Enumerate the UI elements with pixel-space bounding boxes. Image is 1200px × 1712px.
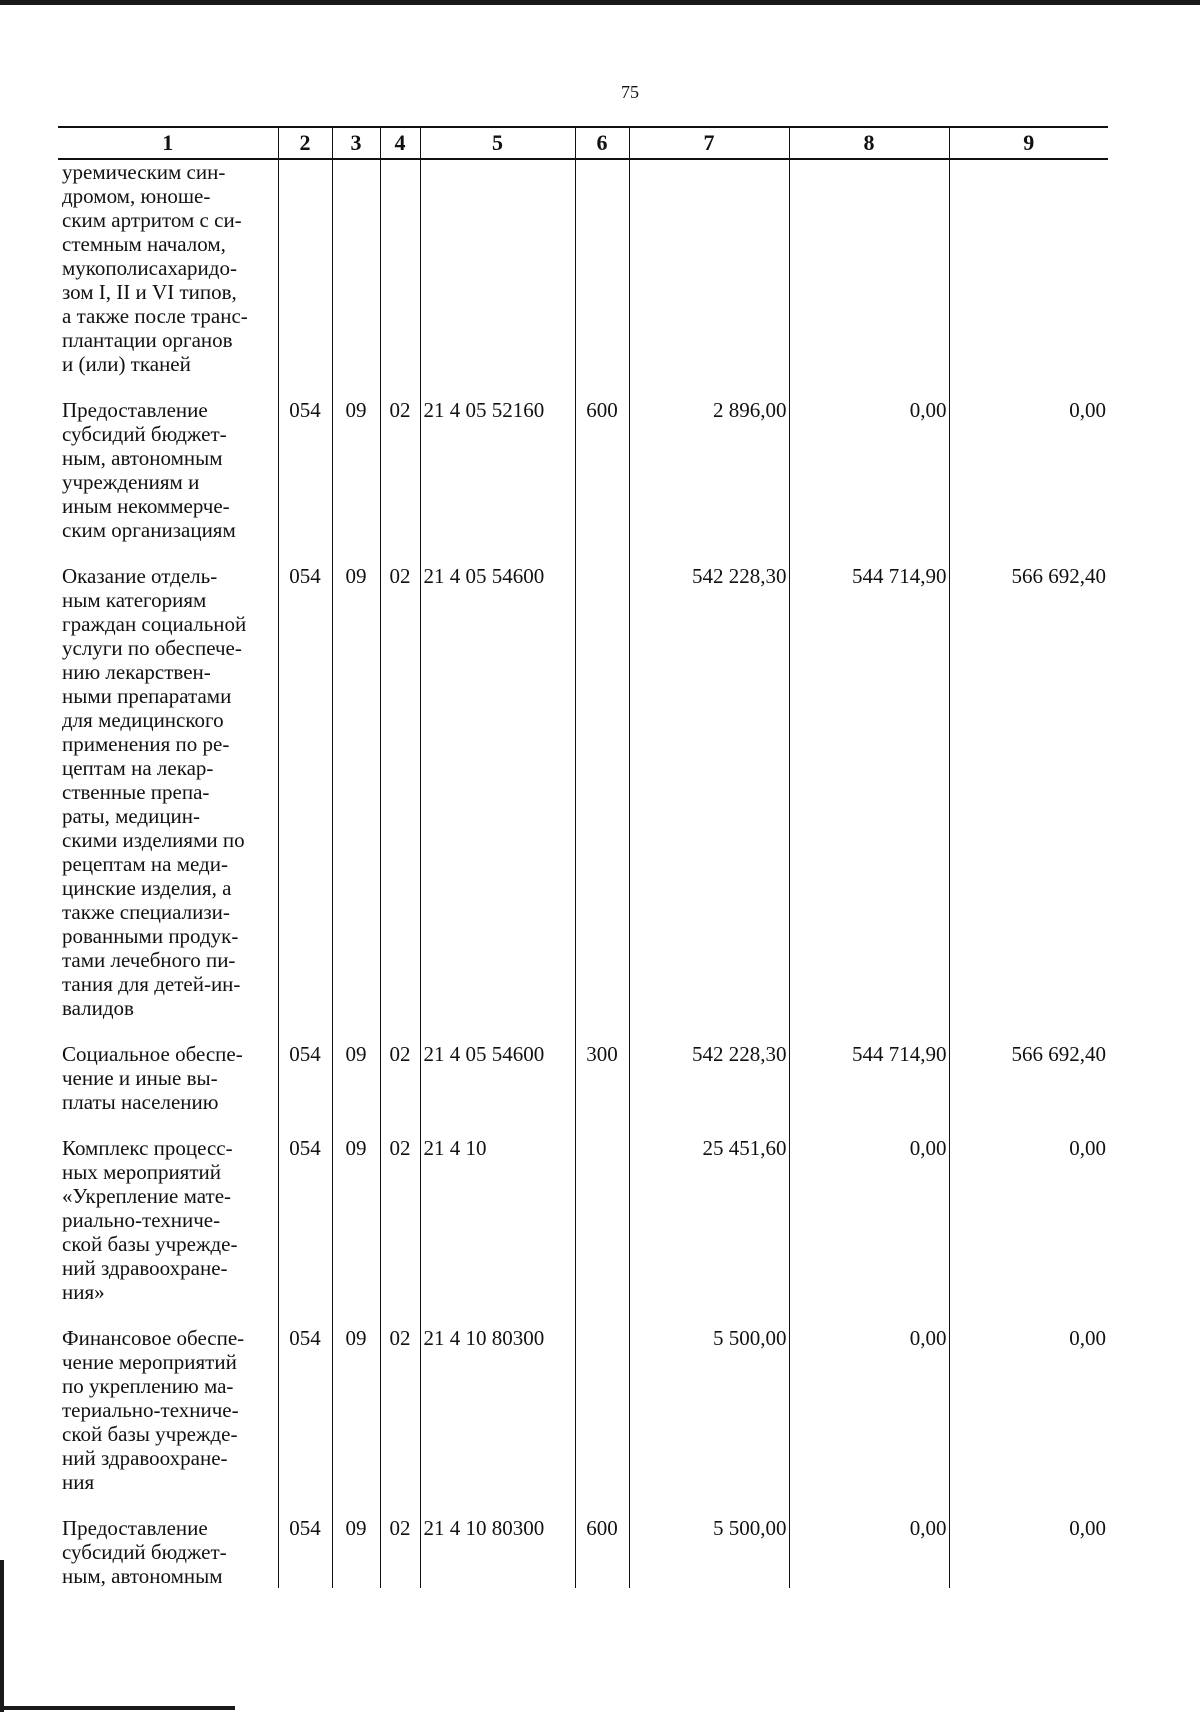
- spacer-cell: [380, 542, 420, 564]
- scan-edge-left: [0, 1560, 4, 1712]
- description-line: Предоставление: [62, 398, 208, 422]
- spacer-cell: [58, 1494, 278, 1516]
- spacer-cell: [380, 376, 420, 398]
- description-line: тами лечебного пи-: [62, 948, 236, 972]
- cell-expense-type: [575, 159, 629, 376]
- spacer-cell: [789, 1114, 949, 1136]
- cell-description: [58, 564, 278, 1020]
- description-line: ным категориям: [62, 588, 207, 612]
- description-line: цинские изделия, а: [62, 876, 232, 900]
- spacer-cell: [278, 1114, 332, 1136]
- description-line: риально-техниче-: [62, 1208, 221, 1232]
- description-line: ным, автономным: [62, 1564, 223, 1588]
- cell-amount-col7: 5 500,00: [629, 1326, 789, 1494]
- spacer-cell: [58, 1020, 278, 1042]
- description-line: ния»: [62, 1280, 105, 1304]
- header-col-1: 1: [58, 127, 278, 159]
- cell-target-article: 21 4 10: [420, 1136, 575, 1304]
- spacer-cell: [949, 1020, 1108, 1042]
- row-spacer: [58, 1304, 1108, 1326]
- description-line: ственные препа-: [62, 780, 210, 804]
- description-line: Оказание отдель-: [62, 564, 218, 588]
- header-col-9: 9: [949, 127, 1108, 159]
- cell-target-article: [420, 159, 575, 376]
- description-line: иным некоммерче-: [62, 494, 230, 518]
- description-line: по укреплению ма-: [62, 1374, 234, 1398]
- spacer-cell: [789, 376, 949, 398]
- description-line: нию лекарствен-: [62, 660, 211, 684]
- spacer-cell: [332, 1494, 380, 1516]
- spacer-cell: [420, 1020, 575, 1042]
- cell-ministry-code: 054: [278, 1516, 332, 1588]
- spacer-cell: [949, 376, 1108, 398]
- spacer-cell: [575, 1020, 629, 1042]
- spacer-cell: [380, 1020, 420, 1042]
- cell-subsection: 02: [380, 1136, 420, 1304]
- description-line: платы населению: [62, 1090, 219, 1114]
- description-line: ний здравоохране-: [62, 1446, 228, 1470]
- cell-description: [58, 159, 278, 376]
- cell-section: [332, 159, 380, 376]
- header-col-4: 4: [380, 127, 420, 159]
- description-line: также специализи-: [62, 900, 230, 924]
- row-spacer: [58, 1494, 1108, 1516]
- cell-ministry-code: [278, 159, 332, 376]
- description-line: ным, автономным: [62, 446, 223, 470]
- description-line: стемным началом,: [62, 232, 226, 256]
- cell-section: 09: [332, 1136, 380, 1304]
- cell-amount-col7: 2 896,00: [629, 398, 789, 542]
- spacer-cell: [629, 376, 789, 398]
- spacer-cell: [629, 542, 789, 564]
- table-row: [58, 1042, 1108, 1114]
- table-row: [58, 564, 1108, 1020]
- spacer-cell: [949, 1494, 1108, 1516]
- cell-expense-type: [575, 564, 629, 1020]
- spacer-cell: [629, 1304, 789, 1326]
- budget-table: [58, 126, 1108, 1588]
- cell-subsection: 02: [380, 1516, 420, 1588]
- description-line: ных мероприятий: [62, 1160, 221, 1184]
- cell-ministry-code: 054: [278, 564, 332, 1020]
- description-line: ния: [62, 1470, 95, 1494]
- cell-amount-col8: 544 714,90: [789, 564, 949, 1020]
- spacer-cell: [332, 376, 380, 398]
- cell-ministry-code: 054: [278, 1136, 332, 1304]
- table-row: [58, 1516, 1108, 1588]
- spacer-cell: [278, 1304, 332, 1326]
- cell-amount-col9: 566 692,40: [949, 1042, 1108, 1114]
- spacer-cell: [575, 376, 629, 398]
- spacer-cell: [789, 1020, 949, 1042]
- spacer-cell: [575, 542, 629, 564]
- cell-description: [58, 1516, 278, 1588]
- cell-section: 09: [332, 564, 380, 1020]
- table-body: [58, 159, 1108, 1588]
- cell-target-article: 21 4 10 80300: [420, 1326, 575, 1494]
- header-col-5: 5: [420, 127, 575, 159]
- cell-amount-col7: [629, 159, 789, 376]
- spacer-cell: [380, 1114, 420, 1136]
- header-col-2: 2: [278, 127, 332, 159]
- spacer-cell: [278, 1494, 332, 1516]
- description-line: Социальное обеспе-: [62, 1042, 243, 1066]
- description-line: субсидий бюджет-: [62, 1540, 227, 1564]
- description-line: применения по ре-: [62, 732, 230, 756]
- spacer-cell: [332, 1020, 380, 1042]
- cell-amount-col8: 0,00: [789, 398, 949, 542]
- header-col-7: 7: [629, 127, 789, 159]
- cell-amount-col9: 0,00: [949, 1516, 1108, 1588]
- cell-expense-type: 600: [575, 398, 629, 542]
- description-line: зом I, II и VI типов,: [62, 280, 237, 304]
- cell-amount-col8: 0,00: [789, 1516, 949, 1588]
- spacer-cell: [332, 1114, 380, 1136]
- table-row: [58, 1326, 1108, 1494]
- spacer-cell: [949, 1114, 1108, 1136]
- spacer-cell: [420, 376, 575, 398]
- description-line: субсидий бюджет-: [62, 422, 227, 446]
- spacer-cell: [420, 1114, 575, 1136]
- cell-amount-col9: 0,00: [949, 1326, 1108, 1494]
- row-spacer: [58, 376, 1108, 398]
- cell-amount-col9: 0,00: [949, 398, 1108, 542]
- description-line: Предоставление: [62, 1516, 208, 1540]
- cell-subsection: 02: [380, 564, 420, 1020]
- cell-subsection: 02: [380, 398, 420, 542]
- cell-amount-col7: 25 451,60: [629, 1136, 789, 1304]
- description-line: ским артритом с си-: [62, 208, 242, 232]
- spacer-cell: [420, 1304, 575, 1326]
- description-line: рецептам на меди-: [62, 852, 228, 876]
- cell-target-article: 21 4 05 54600: [420, 1042, 575, 1114]
- spacer-cell: [58, 1114, 278, 1136]
- cell-expense-type: 300: [575, 1042, 629, 1114]
- cell-amount-col7: 5 500,00: [629, 1516, 789, 1588]
- cell-expense-type: 600: [575, 1516, 629, 1588]
- header-col-3: 3: [332, 127, 380, 159]
- cell-section: 09: [332, 1516, 380, 1588]
- description-line: услуги по обеспече-: [62, 636, 242, 660]
- cell-amount-col8: 0,00: [789, 1326, 949, 1494]
- cell-description: [58, 1326, 278, 1494]
- table-row: [58, 398, 1108, 542]
- description-line: териально-техниче-: [62, 1398, 239, 1422]
- cell-description: [58, 1136, 278, 1304]
- spacer-cell: [332, 542, 380, 564]
- description-line: цептам на лекар-: [62, 756, 214, 780]
- spacer-cell: [949, 542, 1108, 564]
- header-col-8: 8: [789, 127, 949, 159]
- spacer-cell: [58, 542, 278, 564]
- spacer-cell: [278, 542, 332, 564]
- spacer-cell: [629, 1114, 789, 1136]
- description-line: ским организациям: [62, 518, 236, 542]
- description-line: учреждениям и: [62, 470, 200, 494]
- cell-description: [58, 398, 278, 542]
- cell-ministry-code: 054: [278, 398, 332, 542]
- description-line: Комплекс процесс-: [62, 1136, 233, 1160]
- scan-edge-top: [0, 0, 1200, 5]
- spacer-cell: [380, 1494, 420, 1516]
- cell-amount-col8: [789, 159, 949, 376]
- spacer-cell: [575, 1304, 629, 1326]
- spacer-cell: [789, 1304, 949, 1326]
- cell-amount-col9: 0,00: [949, 1136, 1108, 1304]
- description-line: ний здравоохране-: [62, 1256, 228, 1280]
- description-line: валидов: [62, 996, 134, 1020]
- description-line: мукополисахаридо-: [62, 256, 237, 280]
- spacer-cell: [278, 376, 332, 398]
- cell-section: 09: [332, 1042, 380, 1114]
- description-line: и (или) тканей: [62, 352, 191, 376]
- description-line: тания для детей-ин-: [62, 972, 241, 996]
- description-line: а также после транс-: [62, 304, 248, 328]
- table-row: [58, 1136, 1108, 1304]
- description-line: скими изделиями по: [62, 828, 245, 852]
- spacer-cell: [58, 1304, 278, 1326]
- table-row: [58, 159, 1108, 376]
- cell-target-article: 21 4 10 80300: [420, 1516, 575, 1588]
- description-line: уремическим син-: [62, 160, 226, 184]
- spacer-cell: [949, 1304, 1108, 1326]
- cell-target-article: 21 4 05 52160: [420, 398, 575, 542]
- spacer-cell: [58, 376, 278, 398]
- row-spacer: [58, 1114, 1108, 1136]
- header-col-6: 6: [575, 127, 629, 159]
- cell-description: [58, 1042, 278, 1114]
- spacer-cell: [380, 1304, 420, 1326]
- spacer-cell: [278, 1020, 332, 1042]
- description-line: граждан социальной: [62, 612, 247, 636]
- description-line: ными препаратами: [62, 684, 232, 708]
- spacer-cell: [789, 1494, 949, 1516]
- cell-amount-col8: 0,00: [789, 1136, 949, 1304]
- cell-subsection: [380, 159, 420, 376]
- spacer-cell: [575, 1494, 629, 1516]
- cell-amount-col9: 566 692,40: [949, 564, 1108, 1020]
- spacer-cell: [420, 1494, 575, 1516]
- cell-ministry-code: 054: [278, 1326, 332, 1494]
- row-spacer: [58, 542, 1108, 564]
- cell-amount-col7: 542 228,30: [629, 1042, 789, 1114]
- scan-edge-bottom: [0, 1706, 235, 1710]
- spacer-cell: [629, 1494, 789, 1516]
- cell-amount-col7: 542 228,30: [629, 564, 789, 1020]
- description-line: рованными продук-: [62, 924, 239, 948]
- description-line: чение мероприятий: [62, 1350, 237, 1374]
- row-spacer: [58, 1020, 1108, 1042]
- description-line: ской базы учрежде-: [62, 1422, 238, 1446]
- spacer-cell: [789, 542, 949, 564]
- description-line: дромом, юноше-: [62, 184, 211, 208]
- spacer-cell: [332, 1304, 380, 1326]
- cell-amount-col8: 544 714,90: [789, 1042, 949, 1114]
- description-line: раты, медицин-: [62, 804, 201, 828]
- page-number: 75: [621, 82, 639, 102]
- description-line: «Укрепление мате-: [62, 1184, 232, 1208]
- spacer-cell: [629, 1020, 789, 1042]
- cell-amount-col9: [949, 159, 1108, 376]
- description-line: для медицинского: [62, 708, 224, 732]
- cell-subsection: 02: [380, 1042, 420, 1114]
- cell-section: 09: [332, 398, 380, 542]
- cell-expense-type: [575, 1326, 629, 1494]
- description-line: Финансовое обеспе-: [62, 1326, 245, 1350]
- spacer-cell: [575, 1114, 629, 1136]
- spacer-cell: [420, 542, 575, 564]
- description-line: ской базы учрежде-: [62, 1232, 238, 1256]
- description-line: плантации органов: [62, 328, 233, 352]
- cell-ministry-code: 054: [278, 1042, 332, 1114]
- table-header-row: [58, 127, 1108, 159]
- cell-target-article: 21 4 05 54600: [420, 564, 575, 1020]
- cell-section: 09: [332, 1326, 380, 1494]
- description-line: чение и иные вы-: [62, 1066, 218, 1090]
- cell-expense-type: [575, 1136, 629, 1304]
- cell-subsection: 02: [380, 1326, 420, 1494]
